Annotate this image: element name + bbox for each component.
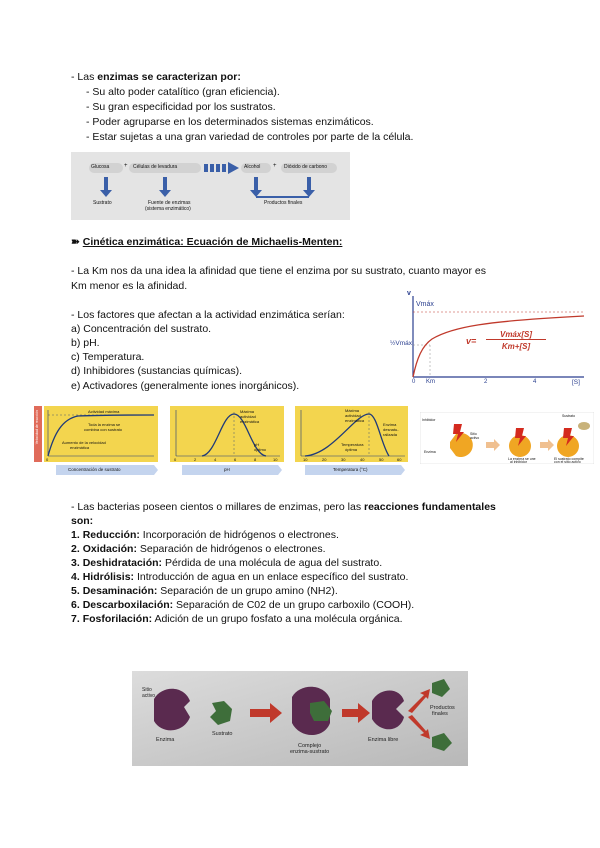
final-products-label: Productos finales [264,200,303,206]
reactions-intro [71,501,496,514]
factor-item: b) pH. [71,337,100,349]
equation-denominator: Km+[S] [501,342,531,351]
alcohol-label: Alcohol [244,164,261,170]
x-tick-2: 2 [484,379,488,385]
g3-opt1: Temperatura [341,442,364,447]
section-title: Cinética enzimática: Ecuación de Michaelis-Menten: [82,236,343,248]
g2-tick: 8 [254,457,257,462]
reaction-name: Oxidación: [82,543,137,555]
g2-tick: 4 [214,457,217,462]
enzyme-substrate-figure [132,671,468,766]
factor-item: e) Activadores (generalmente iones inorgánicos). [71,380,300,392]
g1-y-label: Velocidad de reacción [35,410,39,445]
enzyme-label: Enzima [156,737,175,743]
reaction-desc: Separación de hidrógenos o electrones. [136,543,326,555]
reaction-name: Hidrólisis: [82,571,135,583]
g3-den1: Enzima [383,422,397,427]
factor-item: d) Inhibidores (sustancias químicas). [71,365,242,377]
g3-tick: 60 [397,457,402,462]
reaction-num: 3. [71,557,80,569]
equation-numerator: Vmáx[S] [486,330,546,340]
cells-label: Células de levadura [133,164,178,170]
products-label1: Productos [430,705,455,711]
km-paragraph-line2: Km menor es la afinidad. [71,280,188,292]
factor-item: a) Concentración del sustrato. [71,323,212,335]
equation-left: v= [466,336,477,346]
g2-ph1: pH [254,442,260,447]
g3-tick: 40 [360,457,365,462]
substrate-concentration-graph [34,404,160,476]
g3-tick: 30 [341,457,346,462]
reaction-item [71,543,326,556]
reaction-item [71,557,382,570]
active-site-label1: Sitio [142,687,152,693]
reaction-item [71,599,414,612]
reactions-intro-prefix: - Las bacterias poseen cientos o millares de enzimas, pero las [71,501,364,513]
reactions-intro-bold: reacciones fundamentales [363,501,496,513]
g2-top3: enzimática [240,419,260,424]
reaction-desc: Separación de C02 de un grupo carboxilo (COOH). [173,599,415,611]
reaction-name: Desaminación: [82,585,158,597]
g2-ph2: óptimo [254,447,267,452]
enzyme-system-label: (sistema enzimático) [145,206,191,212]
reaction-item [71,529,339,542]
g3-tick: 10 [303,457,308,462]
factors-intro: - Los factores que afectan a la actividad enzimática serían: [71,309,345,321]
michaelis-menten-graph [390,290,590,390]
reaction-name: Descarboxilación: [82,599,174,611]
complex-label1: Complejo [298,743,322,749]
reaction-num: 5. [71,585,80,597]
v-axis-label: v [407,290,411,297]
x-axis-label: [S] [572,379,580,386]
enzymes-source-label: Fuente de enzimas [148,200,191,206]
co2-label: Dióxido de carbono [284,164,328,170]
g2-tick: 6 [234,457,237,462]
reaction-item [71,613,403,626]
fermentation-figure [71,152,350,220]
reaction-name: Fosforilación: [82,613,153,625]
plus-label: + [124,163,128,169]
g2-top1: Máxima [240,409,255,414]
g3-top2: actividad [345,413,361,418]
g3-den2: desnatu- [383,427,399,432]
complex-label2: enzima-sustrato [290,749,330,755]
section-bullet-icon: ➽ [71,236,80,248]
reaction-desc: Separación de un grupo amino (NH2). [157,585,338,597]
half-vmax-label: ½Vmáx [390,340,413,347]
g3-tick: 20 [322,457,327,462]
g1-low-label2: enzimática [70,445,90,450]
reaction-desc: Incorporación de hidrógenos o electrones. [139,529,339,541]
reaction-item [71,571,408,584]
reaction-desc: Adición de un grupo fosfato a una molécula orgánica. [152,613,403,625]
substrate-label: Sustrato [93,200,112,206]
g3-top3: enzimática [345,418,365,423]
temperature-graph [293,404,410,476]
g1-mid-label2: combina con sustrato [84,427,123,432]
enzymes-lead [71,71,241,84]
bound-label2: al inhibidor [510,460,527,464]
bound-label1: La enzima se une [508,457,536,461]
reactions-intro-line2: son: [71,515,94,527]
x-tick-4: 4 [533,379,537,385]
reaction-num: 7. [71,613,80,625]
g3-tick: 50 [379,457,384,462]
reaction-item [71,585,338,598]
g3-opt2: óptima [345,447,358,452]
g1-origin: 0 [46,457,49,462]
g3-den3: ralizada [383,432,398,437]
enzyme-label-inhib: Enzima [424,450,436,454]
products-label2: finales [432,711,448,717]
substrate-label-bottom: Sustrato [212,731,233,737]
site-label2: activo [470,436,480,440]
km-paragraph-line1: - La Km nos da una idea la afinidad que tiene el enzima por su sustrato, cuanto mayor es [71,265,486,277]
feature-item: - Su gran especificidad por los sustratos. [86,101,276,113]
inhibitor-diagram [420,412,594,464]
blocked-label1: El sustrato compite [554,457,584,461]
x-tick-0: 0 [412,379,416,385]
reaction-num: 6. [71,599,80,611]
g2-top2: actividad [240,414,256,419]
section-heading [71,236,342,249]
reaction-name: Deshidratación: [82,557,163,569]
g2-tick: 10 [273,457,278,462]
enzymes-lead-bold: enzimas se caracterizan por: [97,71,241,83]
vmax-label: Vmáx [416,301,434,308]
plus-label-2: + [273,163,277,169]
factor-item: c) Temperatura. [71,351,145,363]
g2-tick: 2 [194,457,197,462]
glucose-label: Glucosa [91,164,110,170]
g1-low-label1: Aumento de la velocidad [62,440,106,445]
site-label1: Sitio [470,432,477,436]
feature-item: - Su alto poder catalítico (gran eficiencia). [86,86,280,98]
reaction-num: 4. [71,571,80,583]
enzymes-lead-prefix: - Las [71,71,98,83]
g3-x-label: Temperatura (°C) [333,467,368,472]
blocked-label2: con el sitio activo [554,460,581,464]
g2-tick: 0 [174,457,177,462]
substrate-blob [578,422,590,430]
free-enzyme-label: Enzima libre [368,737,399,743]
inhibitor-label: Inhibidor [422,418,436,422]
feature-item: - Estar sujetas a una gran variedad de controles por parte de la célula. [86,131,414,143]
g1-x-label: Concentración de sustrato [68,467,121,472]
g1-top-label: Actividad máxima [88,409,120,414]
reaction-desc: Introducción de agua en un enlace específico del sustrato. [134,571,409,583]
g1-mid-label1: Toda la enzima se [88,422,121,427]
reaction-num: 2. [71,543,80,555]
substrate-label-inhib: Sustrato [562,414,576,418]
reaction-desc: Pérdida de una molécula de agua del sustrato. [162,557,383,569]
feature-item: - Poder agruparse en los determinados sistemas enzimáticos. [86,116,374,128]
ph-graph [168,404,286,476]
g2-x-label: pH [224,467,230,472]
reaction-name: Reducción: [82,529,140,541]
enzyme-shape [154,689,190,731]
g3-top1: Máxima [345,408,360,413]
reaction-num: 1. [71,529,80,541]
x-tick-km: Km [426,379,435,385]
active-site-label2: activo [142,693,156,699]
